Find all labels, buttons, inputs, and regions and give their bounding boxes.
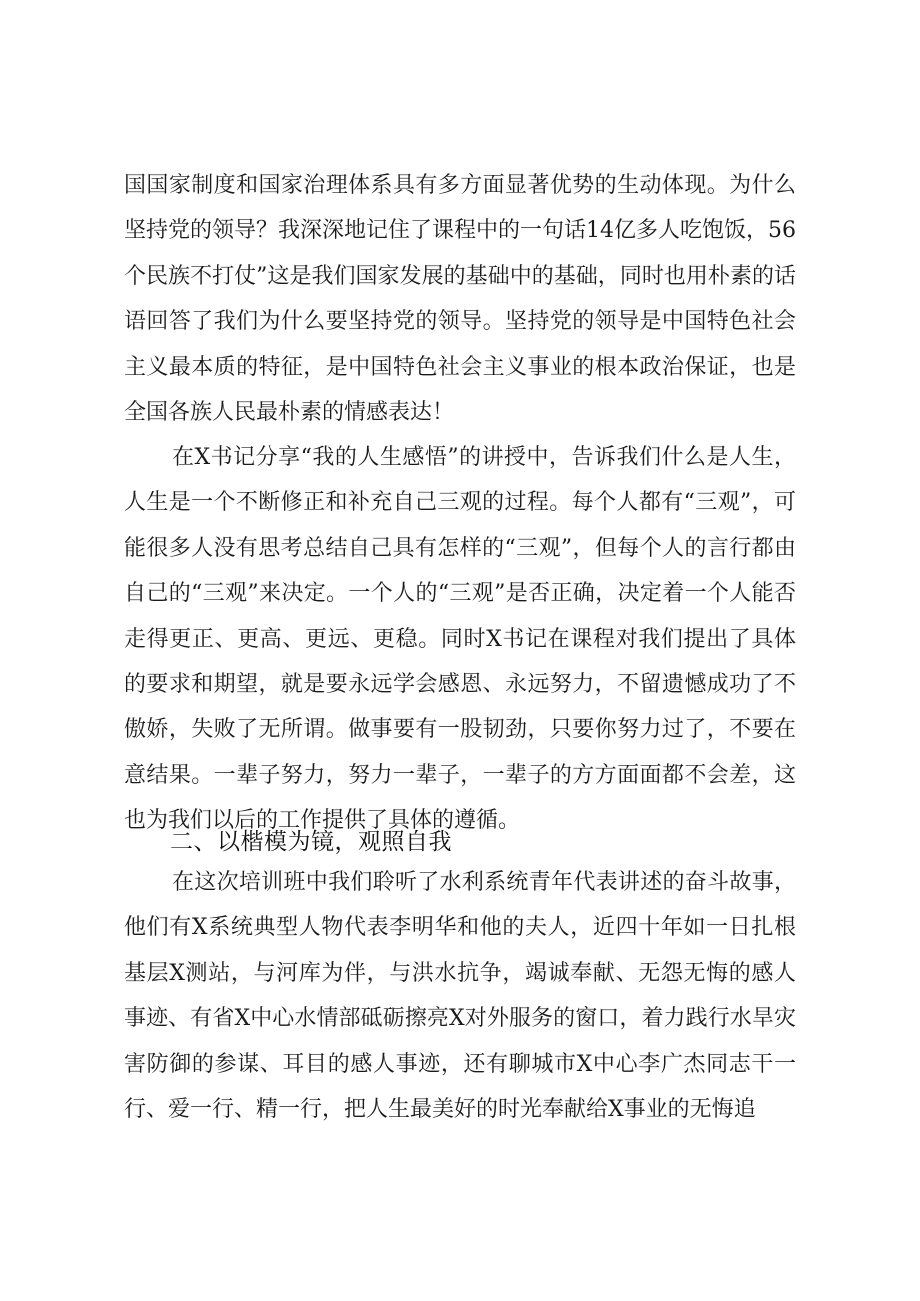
body-paragraph-2: 在X书记分享“我的人生感悟”的讲授中，告诉我们什么是人生，人生是一个不断修正和补充自己三观的过程。每个人都有“三观”，可能很多人没有思考总结自己具有怎样的“三观”，但每个人的言行都由自己的“三观”来决定。一个人的“三观”是否正确，决定着一个人能否走得更正、更高、更远、更稳。同时X书记在课程对我们提出了具体的要求和期望，就是要永远学会感恩、永远努力，不留遗憾成功了不傲娇，失败了无所谓。做事要有一股韧劲，只要你努力过了，不要在意结果。一辈子努力，努力一辈子，一辈子的方方面面都不会差，这也为我们以后的工作提供了具体的遵循。 xyxy=(124,445,796,834)
body-paragraph-3: 在这次培训班中我们聆听了水利系统青年代表讲述的奋斗故事，他们有X系统典型人物代表李明华和他的夫人，近四十年如一日扎根基层X测站，与河库为伴，与洪水抗争，竭诚奉献、无怨无悔的感人事迹、有省X中心水情部砥砺擦亮X对外服务的窗口，着力践行水旱灾害防御的参谋、耳目的感人事迹，还有聊城市X中心李广杰同志干一行、爱一行、精一行，把人生最美好的时光奉献给X事业的无悔追 xyxy=(124,870,796,1123)
body-paragraph-1: 国国家制度和国家治理体系具有多方面显著优势的生动体现。为什么坚持党的领导？我深深地记住了课程中的一句话14亿多人吃饱饭，56个民族不打仗”这是我们国家发展的基础中的基础，同时也用朴素的话语回答了我们为什么要坚持党的领导。坚持党的领导是中国特色社会主义最本质的特征，是中国特色社会主义事业的根本政治保证，也是全国各族人民最朴素的情感表达！ xyxy=(124,173,796,426)
section-heading-2: 二、以楷模为镜，观照自我 xyxy=(170,829,452,855)
